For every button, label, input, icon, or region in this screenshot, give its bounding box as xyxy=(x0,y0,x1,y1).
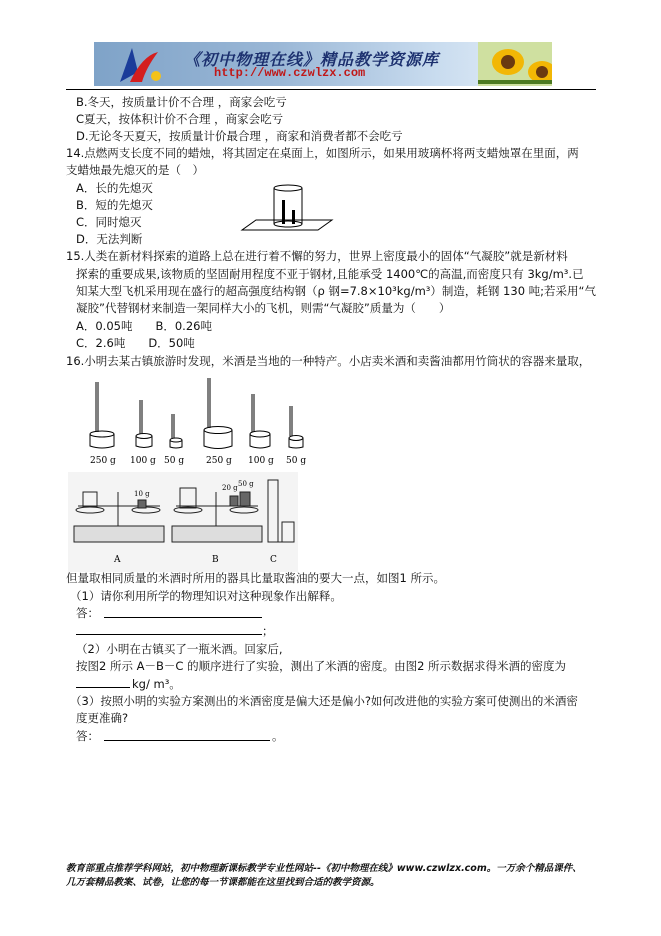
footer-line-1: 教育部重点推荐学科网站，初中物理新课标教学专业性网站--《初中物理在线》www.czwlzx.com。一万余个精品课件、 xyxy=(66,863,582,874)
q15-stem-3: 知某大型飞机采用现在盛行的超高强度结构钢（ρ 钢=7.8×10³kg/m³）制造，耗钢 130 吨;若采用“气 xyxy=(76,284,596,298)
q15-stem-2: 探索的重要成果,该物质的坚固耐用程度不亚于钢材,且能承受 1400℃的高温,而密度只有 3kg/m³.已 xyxy=(76,267,584,281)
q13-option-d: D.无论冬天夏天，按质量计价最合理 ，商家和消费者都不会吃亏 xyxy=(76,129,403,143)
q15-stem-1: 15.人类在新材料探索的道路上总在进行着不懈的努力，世界上密度最小的固体“气凝胶”就是新材料 xyxy=(66,249,568,263)
figure-1-measuring-cups xyxy=(84,378,334,468)
figure-2-label-b: B xyxy=(212,555,219,565)
q16-answer-1-label: 答： xyxy=(76,606,99,620)
figure-2-balance-experiment xyxy=(68,472,298,572)
footer-line-2: 几万套精品教案、试卷，让您的每一节课都能在这里找到合适的教学资源。 xyxy=(66,877,380,888)
cup-label-4: 250 g xyxy=(206,456,232,466)
weight-label-50g: 50 g xyxy=(238,480,254,488)
q16-answer-1-blank-a[interactable] xyxy=(104,604,262,618)
cup-label-2: 100 g xyxy=(130,456,156,466)
weight-label-20g: 20 g xyxy=(222,484,238,492)
q14-option-c: C．同时熄灭 xyxy=(76,215,142,229)
q16-part-3: （3）按照小明的实验方案测出的米酒密度是偏大还是偏小?如何改进他的实验方案可使测出的米酒密 xyxy=(70,694,578,708)
q16-stem-2: 但量取相同质量的米酒时所用的器具比量取酱油的要大一点，如图1 所示。 xyxy=(66,571,445,585)
q14-stem-1: 14.点燃两支长度不同的蜡烛，将其固定在桌面上，如图所示，如果用玻璃杯将两支蜡烛罩在里面，两 xyxy=(66,146,579,160)
q15-options-row-1: A．0.05吨 B．0.26吨 xyxy=(76,319,212,333)
q16-stem-1: 16.小明去某古镇旅游时发现，米酒是当地的一种特产。小店卖米酒和卖酱油都用竹筒状的容器来量取， xyxy=(66,354,591,368)
cup-label-3: 50 g xyxy=(164,456,185,466)
candle-jar-figure xyxy=(222,182,342,242)
q16-answer-3-label: 答： xyxy=(76,729,99,743)
page-footer xyxy=(66,862,606,890)
q16-density-blank[interactable] xyxy=(76,674,130,688)
figure-2-label-a: A xyxy=(114,555,121,565)
q15-stem-4: 凝胶”代替钢材来制造一架同样大小的飞机，则需“气凝胶”质量为（ ） xyxy=(76,301,451,315)
q16-answer-3-end: 。 xyxy=(272,729,284,743)
q16-density-unit: kg/ m³。 xyxy=(132,677,181,691)
header-rule xyxy=(66,89,596,90)
cup-label-5: 100 g xyxy=(248,456,274,466)
q16-part-1: （1）请你利用所学的物理知识对这种现象作出解释。 xyxy=(70,589,342,603)
figure-2-label-c: C xyxy=(270,555,277,565)
q16-answer-1-end: ； xyxy=(262,624,274,638)
header-url[interactable]: http://www.czwlzx.com xyxy=(214,66,366,80)
q13-option-b: B.冬天，按质量计价不合理 ，商家会吃亏 xyxy=(76,95,287,109)
q16-part-2-b: 按图2 所示 A－B－C 的顺序进行了实验，测出了米酒的密度。由图2 所示数据求得米酒的密度为 xyxy=(76,659,567,673)
q16-part-3-b: 度更准确? xyxy=(76,711,129,725)
header-banner xyxy=(94,42,552,86)
logo-icon xyxy=(112,42,172,86)
cup-label-1: 250 g xyxy=(90,456,116,466)
weight-label-10g: 10 g xyxy=(134,490,150,498)
q15-options-row-2: C．2.6吨 D．50吨 xyxy=(76,336,195,350)
q16-part-2: （2）小明在古镇买了一瓶米酒。回家后, xyxy=(76,642,283,656)
q14-option-b: B．短的先熄灭 xyxy=(76,198,153,212)
q14-stem-2: 支蜡烛最先熄灭的是（ ） xyxy=(66,163,204,177)
q14-option-d: D．无法判断 xyxy=(76,232,143,246)
q13-option-c: C夏天，按体积计价不合理 ，商家会吃亏 xyxy=(76,112,284,126)
q16-answer-3-blank[interactable] xyxy=(104,727,270,741)
cup-label-6: 50 g xyxy=(286,456,307,466)
q14-option-a: A．长的先熄灭 xyxy=(76,181,153,195)
sunflower-image xyxy=(478,42,552,86)
q16-answer-1-blank-b[interactable] xyxy=(76,621,262,635)
header-title: 《初中物理在线》精品教学资源库 xyxy=(184,50,440,69)
